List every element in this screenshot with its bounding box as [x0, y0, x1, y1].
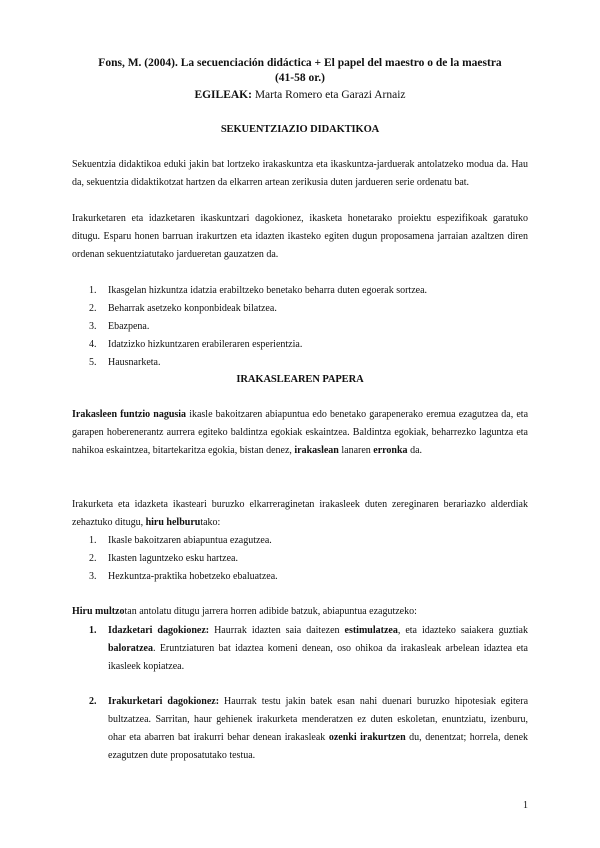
- list-item: 1. Idazketari dagokionez: Haurrak idazten saia daitezen estimulatzea, eta idazteko saiakera guztiak baloratzea. Eruntziaturen bat idaztea komeni denean, oso ohikoa da irakasleak arbelean idaztea eta ikasleek kopiatzea.: [89, 625, 528, 672]
- sequence-steps-list: [72, 282, 528, 372]
- section-heading-sequencing: SEKUENTZIAZIO DIDAKTIKOA: [220, 124, 380, 135]
- sequencing-paragraph-2: Irakurketaren eta idazketaren ikaskuntzari dagokionez, ikasketa honetarako proiektu espezifikoak garatuko ditugu. Esparu honen barruan irakurtzen eta idazten ikasteko egiten dugun proposamena jarraian azaltzen diren ordenan sekuentziatutako jardueretan gauzatzen da.: [72, 213, 528, 260]
- list-item: 5. Hausnarketa.: [89, 357, 161, 368]
- document-title: [60, 56, 540, 86]
- list-item: 3. Hezkuntza-praktika hobetzeko ebaluatzea.: [89, 571, 278, 582]
- title-line-1: Fons, M. (2004). La secuenciación didáctica + El papel del maestro o de la maestra: [98, 57, 502, 69]
- list-item: 1. Ikasle bakoitzaren abiapuntua ezagutzea.: [89, 535, 272, 546]
- authors-line: [60, 88, 540, 103]
- list-item: 2. Ikasten laguntzeko esku hartzea.: [89, 553, 238, 564]
- page-number: 1: [523, 800, 528, 811]
- section-heading-teacher-role: IRAKASLEAREN PAPERA: [236, 374, 364, 385]
- title-line-2: (41-58 or.): [274, 72, 326, 84]
- examples-list-continued: [72, 693, 528, 765]
- sequencing-paragraph-1: Sekuentzia didaktikoa eduki jakin bat lortzeko irakaskuntza eta ikaskuntza-jarduerak antolatzeko modua da. Hau da, sekuentzia didaktikotzat hartzen da elkarren artean zerikusia duten jardueren serie ordenatu bat.: [72, 159, 528, 188]
- authors-label: EGILEAK:: [194, 89, 252, 101]
- authors-names: Marta Romero eta Garazi Arnaiz: [251, 89, 406, 101]
- list-item: 2. Beharrak asetzeko konponbideak bilatzea.: [89, 303, 277, 314]
- list-item: 1. Ikasgelan hizkuntza idatzia erabiltzeko benetako beharra duten egoerak sortzea.: [89, 285, 428, 296]
- list-item: 3. Ebazpena.: [89, 321, 150, 332]
- examples-list: [72, 622, 528, 676]
- list-item: 2. Irakurketari dagokionez: Haurrak testu jakin batek esan nahi duenari buruzko hipotesiak egitera bultzatzea. Sarritan, haur gehienek irakurketa menderatzen ez duten eskoletan, enuntziatu, izenburu, ohar eta abarren bat irakurri behar denean irakasleak ozenki irakurtzen du, denentzat; horrela, denek ezagutzen dute proposatutako testua.: [89, 696, 529, 761]
- goals-list: [72, 532, 528, 586]
- teacher-role-paragraph-3: Hiru multzotan antolatu ditugu jarrera horren adibide batzuk, abiapuntua ezagutzeko:: [72, 606, 417, 617]
- teacher-role-paragraph-2: Irakurketa eta idazketa ikasteari buruzko elkarreraginetan irakasleek duten zereginaren berariazko alderdiak zehaztuko ditugu, hiru helburutako:: [72, 499, 528, 528]
- teacher-role-paragraph-1: Irakasleen funtzio nagusia ikasle bakoitzaren abiapuntua edo benetako garapenerako eremua ezagutzea da, eta garapen hoberenerantz aurrera egiteko baldintza egokiak eskaintzea. Baldintza egokiak, beharrezko laguntza eta nahikoa eskaintzea, bitartekaritza egokia, bistan denez, irakaslean lanaren erronka da.: [72, 409, 529, 456]
- list-item: 4. Idatzizko hizkuntzaren erabileraren esperientzia.: [89, 339, 303, 350]
